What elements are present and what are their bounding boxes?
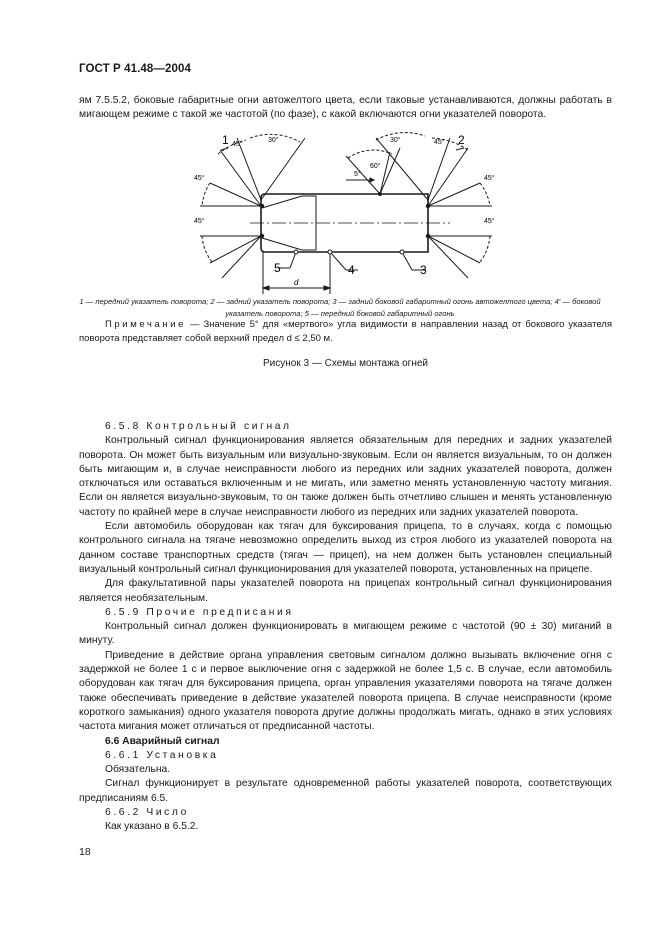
angle-30-top-right: 30° <box>390 137 401 144</box>
section-6-6-2-paragraph-1: Как указано в 6.5.2. <box>105 821 199 833</box>
label-2: 2 <box>458 133 465 147</box>
angle-45-left-upper: 45° <box>194 175 205 182</box>
front-turn-lamp-left <box>260 204 264 208</box>
label-4: 4 <box>348 263 355 277</box>
figure-note <box>79 318 612 346</box>
angle-45-left-lower: 45° <box>194 218 205 225</box>
side-turn-indicator <box>328 250 332 254</box>
side-indicator-top <box>378 192 382 196</box>
section-6-6-1-paragraph-2: Сигнал функционирует в результате одновременной работы указателей поворота, соответствующих предписаниям 6.5. <box>79 778 612 804</box>
section-6-5-8-paragraph-3: Для факультативной пары указателей поворота на прицепах контрольный сигнал функционирования является необязательным. <box>79 578 612 604</box>
angle-45-top-left: 45° <box>232 141 243 148</box>
angle-30-top-left: 30° <box>268 137 279 144</box>
diagram-lines <box>200 133 492 294</box>
lamp-mounting-diagram <box>150 128 530 298</box>
rear-turn-lamp-right <box>426 204 430 208</box>
section-6-6-title: 6.6 Аварийный сигнал <box>105 735 220 747</box>
body-text <box>79 420 612 835</box>
section-6-6-2-title: 6.6.2 Число <box>105 807 189 819</box>
section-6-5-8-paragraph-2: Если автомобиль оборудован как тягач для буксирования прицепа, то в случаях, когда с помощью контрольного сигнала на тягаче невозможно определить выход из строя любого из указателей поворота на данном составе транспортных средств (тягач — прицеп), на нем должен быть установлен специальный визуальный контрольный сигнал функционирования для указателей поворота, установленных на прицепе. <box>79 521 612 575</box>
section-6-6-1-title: 6.6.1 Установка <box>105 749 219 761</box>
rear-turn-lamp-right-lower <box>426 234 430 238</box>
angle-45-right-upper: 45° <box>484 175 495 182</box>
section-6-5-8-paragraph-1: Контрольный сигнал функционирования является обязательным для передних и задних указателей поворота. Он может быть визуальным или визуально-звуковым. Если он является визуальным, то он должен быть мигающим и, в случае неисправности любого из передних или задних указателей поворота, должен отключаться или оставаться включенным и не мигать, или заметно менять установленную частоту мигания. Если он является визуально-звуковым, то он также должен быть отчетливо слышен и менять установленную частоту по крайней мере в случае неисправности любого из передних или задних указателей поворота. <box>79 435 612 518</box>
section-6-5-9-title: 6.5.9 Прочие предписания <box>105 606 294 618</box>
front-turn-lamp-left-lower <box>260 234 264 238</box>
page-number: 18 <box>79 846 91 858</box>
section-6-6-1-paragraph-1: Обязательна. <box>105 764 171 776</box>
front-side-marker <box>294 250 298 254</box>
document-header: ГОСТ Р 41.48—2004 <box>79 63 191 75</box>
intro-paragraph: ям 7.5.5.2, боковые габаритные огни автожелтого цвета, если таковые устанавливаются, должны работать в мигающем режиме с такой же частотой (по фазе), с какой включаются огни указателей поворота. <box>79 95 612 121</box>
angle-45-right-lower: 45° <box>484 218 495 225</box>
angle-45-top-right: 45° <box>434 139 445 146</box>
section-6-5-9-paragraph-1: Контрольный сигнал должен функционировать в мигающем режиме с частотой (90 ± 30) миганий в минуту. <box>79 621 612 647</box>
label-3: 3 <box>420 263 427 277</box>
angle-60: 60° <box>370 163 381 170</box>
label-5: 5 <box>274 261 281 275</box>
section-6-5-8-title: 6.5.8 Контрольный сигнал <box>105 421 292 432</box>
note-label: Примечание <box>105 319 186 330</box>
figure-caption: 1 — передний указатель поворота; 2 — задний указатель поворота; 3 — задний боковой габаритный огонь автожелтого цвета; 4′ — боковой указатель поворота; 5 — передний боковой габаритный огонь <box>79 297 601 318</box>
label-d: d <box>294 278 299 287</box>
rear-side-marker <box>400 250 404 254</box>
note-text: — Значение 5° для «мертвого» угла видимости в направлении назад от бокового указателя поворота представляет собой верхний предел d ≤ 2,50 м. <box>79 319 612 344</box>
section-6-5-9-paragraph-2: Приведение в действие органа управления световым сигналом должно вызывать включение огня с задержкой не более 1 с и первое выключение огня с задержкой не более 1,5 с. В случае, если автомобиль оборудован как тягач для буксирования прицепа, орган управления указателями поворота на тягаче должен также обеспечивать приведение в действие указателей поворота прицепа. В случае неисправности (кроме короткого замыкания) одного указателя поворота другие должны продолжать мигать, однако в этих условиях частота мигания может отличаться от предписанной частоты. <box>79 649 612 733</box>
label-1: 1 <box>222 133 229 147</box>
figure-title: Рисунок 3 — Схемы монтажа огней <box>262 358 429 369</box>
angle-5: 5° <box>354 171 361 178</box>
